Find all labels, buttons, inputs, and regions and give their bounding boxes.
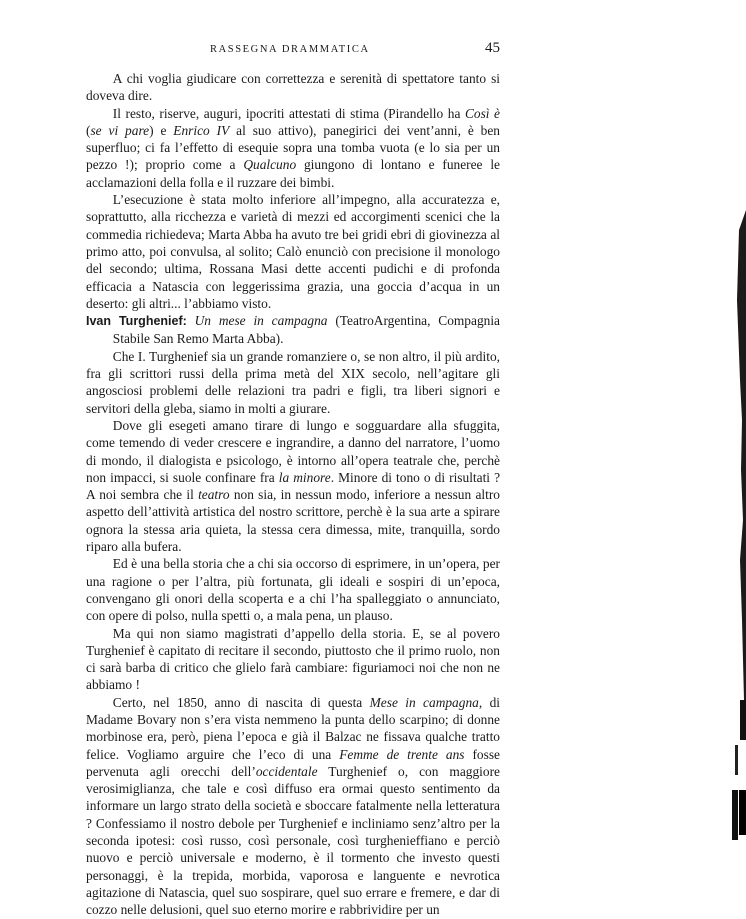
paragraph-4: Che I. Turghenief sia un grande romanziere o, se non altro, il più ardito, fra gli scrittori russi della prima metà del XIX secolo, nell’agitare gli angosciosi problemi delle relazioni tra padri e figli, tra liberi signori e servitori della gleba, siamo in molti a giurare. [86, 348, 500, 416]
paragraph-3: L’esecuzione è stata molto inferiore all’impegno, alla accuratezza e, soprattutto, alla ricchezza e varietà di mezzi ed accorgimenti scenici che la commedia richiedeva; Marta Abba ha avuto tre bei gridi ebri di giovinezza al primo atto, poi convulsa, al solito; Calò enunciò con precisione il monologo del secondo; ultima, Rossana Masi dette accenti pudichi e di profonda efficacia a Natascia con leggerissima grazia, una goccia d’acqua in un deserto: gli altri... l’abbiamo visto. [86, 192, 500, 311]
page-header [86, 40, 500, 60]
scan-edge-block [732, 790, 738, 840]
scan-edge-shadow [737, 210, 746, 740]
paragraph-2: Il resto, riserve, auguri, ipocriti attestati di stima (Pirandello ha Così è (se vi pare) e Enrico IV al suo attivo), panegirici dei vent’anni, è ben superfluo; ci fa l’effetto di esequie sopra una tomba vuota (e lo sia per un pezzo !); proprio come a Qualcuno giungono di lontano e funeree le acclamazioni della folla e il ruzzare dei bimbi. [86, 105, 501, 190]
scan-edge-artifact [730, 0, 746, 900]
review-heading [86, 312, 500, 348]
paragraph-6: Ed è una bella storia che a chi sia occorso di esprimere, in un’opera, per una ragione o per l’altra, più fortunata, gli ideali e sospiri di un’epoca, convengano gli onori della scoperta e a chi l’ha spalleggiato o annunciato, con opere di polso, nulla spetti o, a mala pena, un plauso. [86, 556, 500, 624]
review-details: (TeatroArgentina, Compagnia Stabile San Remo Marta Abba). [112, 313, 500, 347]
paragraph-5: Dove gli esegeti amano tirare di lungo e sogguardare alla sfuggita, come temendo di veder crescere e ingrandire, a danno del narratore, l’uomo di mondo, il dialogista e psicologo, è intorno all’opera teatrale che, perchè non impacci, si suole confinare fra la minore. Minore di tono o di risultati ? A noi sembra che il teatro non sia, in nessun modo, inferiore a nessun altro aspetto dell’attività artistica del nostro scrittore, perchè è la sua arte a spirare ognora la stessa aria quieta, la stessa cera dimessa, mite, tranquilla, sordo riparo alla bufera. [86, 417, 501, 555]
paragraph-8: Certo, nel 1850, anno di nascita di questa Mese in campagna, di Madame Bovary non s’era vista nemmeno la punta dello scarpino; di donne morbinose era, però, piena l’epoca e già il Balzac ne fissava qualche tratto felice. Vogliamo arguire che l’eco di una Femme de trente ans fosse pervenuta agli orecchi dell’occidentale Turghenief o, con maggiore verosimiglianza, che tale e così diffuso era ormai questo sentimento da informare un largo strato della società e sboccare fatalmente nella letteratura ? Confessiamo il nostro debole per Turghenief e incliniamo senz’altro per la seconda ipotesi: così russo, così personale, così turghenieffiano e perciò nuovo e perciò universale e moderno, è il tormento che investo questi personaggi, è la trepida, morbida, vaporosa e languente e nevrotica agitazione di Natascia, quel suo sospirare, quel suo errare e fremere, e dar di cozzo nelle delusioni, quel suo eterno morire e rabbrividire per un [86, 694, 500, 918]
scan-edge-mark [735, 745, 738, 775]
scan-edge-block [739, 790, 746, 835]
paragraph-1: A chi voglia giudicare con correttezza e serenità di spettatore tanto si doveva dire. [86, 71, 500, 104]
review-author: Ivan Turghenief: [86, 314, 187, 329]
review-play-title: Un mese in campagna [194, 313, 328, 329]
paragraph-7: Ma qui non siamo magistrati d’appello della storia. E, se al povero Turghenief è capitato di recitare il secondo, piuttosto che il primo ruolo, non ci sarà barba di critico che glielo farà cambiare: figuriamoci noi che non ne abbiamo ! [86, 625, 500, 693]
scan-edge-block [740, 700, 746, 740]
article-body [86, 70, 500, 919]
running-title: RASSEGNA DRAMMATICA [210, 44, 370, 55]
page-number: 45 [485, 40, 500, 56]
